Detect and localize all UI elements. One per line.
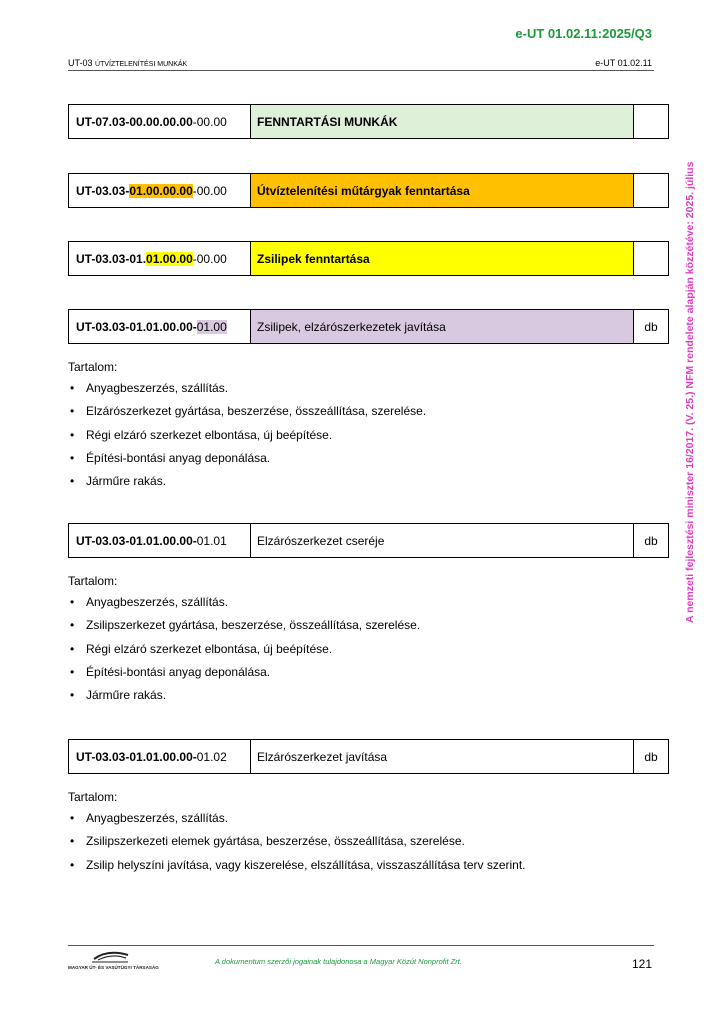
- item-unit: db: [644, 319, 658, 334]
- item-code-part: 01.00: [196, 319, 227, 334]
- item-content: [68, 574, 420, 710]
- list-item: • Építési-bontási anyag deponálása.: [68, 450, 426, 473]
- content-label: Tartalom:: [68, 574, 118, 588]
- item-code-part: -00.00: [192, 251, 227, 266]
- list-item: • Építési-bontási anyag deponálása.: [68, 664, 420, 687]
- copyright-notice: A dokumentum szerzői jogainak tulajdonosa a Magyar Közút Nonprofit Zrt.: [215, 957, 462, 966]
- item-code-part: 01.02: [196, 749, 227, 764]
- item-code-part: UT-03.03-01.01.00.00-: [76, 533, 197, 548]
- item-title: Zsilipek, elzárószerkezetek javítása: [251, 310, 634, 343]
- item-code-part: UT-03.03-01.01.00.00-: [76, 319, 197, 334]
- item-code-part: UT-03.03-01.01.00.00-: [76, 749, 197, 764]
- page-number: 121: [631, 957, 652, 971]
- list-item: • Zsilipszerkezeti elemek gyártása, beszerzése, összeállítása, szerelése.: [68, 833, 526, 856]
- company-logo-text: MAGYAR ÚT- ÉS VASÚTÜGYI TÁRSASÁG: [68, 965, 159, 970]
- item-row-zsilipek-javitasa: [68, 309, 669, 344]
- item-unit: db: [644, 533, 658, 548]
- header-divider: [68, 70, 654, 71]
- list-item: • Zsilip helyszíni javítása, vagy kiszerelése, elszállítása, visszaszállítása terv szerint.: [68, 857, 526, 880]
- company-logo: [68, 950, 168, 972]
- item-code: [69, 105, 251, 138]
- item-row-fenntartasi-munkak: [68, 104, 669, 139]
- item-row-elzaroszerkezet-csereje: [68, 523, 669, 558]
- item-row-zsilipek-fenntartasa: [68, 241, 669, 276]
- item-content: [68, 360, 426, 496]
- item-title: Elzárószerkezet javítása: [251, 740, 634, 773]
- item-unit: [634, 105, 668, 138]
- content-list: [68, 380, 426, 496]
- item-unit: [634, 174, 668, 207]
- item-code-part: -00.00: [192, 183, 227, 198]
- header-section-name: ÚTVÍZTELENÍTÉSI MUNKÁK: [95, 61, 188, 68]
- content-list: [68, 594, 420, 710]
- item-title: Zsilipek fenntartása: [251, 242, 634, 275]
- item-code-part: UT-03.03-01.: [76, 251, 147, 266]
- publication-side-note: A nemzeti fejlesztési miniszter 16/2017. (V. 25.) NFM rendelete alapján közzétéve: 2025. július: [684, 161, 696, 623]
- list-item: • Anyagbeszerzés, szállítás.: [68, 810, 526, 833]
- item-code: [69, 524, 251, 557]
- item-title: FENNTARTÁSI MUNKÁK: [251, 105, 634, 138]
- item-content: [68, 790, 526, 880]
- item-row-utviztelenitesi-mutargyak: [68, 173, 669, 208]
- item-row-elzaroszerkezet-javitasa: [68, 739, 669, 774]
- item-code-part: 01.01: [196, 533, 227, 548]
- item-code: [69, 740, 251, 773]
- item-code-part: UT-07.: [76, 114, 113, 129]
- item-code-part: UT-03.03-: [76, 183, 130, 198]
- document-code: e-UT 01.02.11:2025/Q3: [515, 26, 652, 41]
- content-label: Tartalom:: [68, 790, 118, 804]
- item-code-part: 01.00.00: [146, 251, 193, 266]
- list-item: • Régi elzáró szerkezet elbontása, új beépítése.: [68, 427, 426, 450]
- list-item: • Járműre rakás.: [68, 473, 426, 496]
- item-title: Elzárószerkezet cseréje: [251, 524, 634, 557]
- item-code-part: 01.00.00.00: [129, 183, 193, 198]
- item-code: [69, 242, 251, 275]
- content-list: [68, 810, 526, 880]
- header-doc-ref: e-UT 01.02.11: [595, 58, 652, 68]
- item-code-part: -00.00: [192, 114, 227, 129]
- item-code: [69, 310, 251, 343]
- list-item: • Régi elzáró szerkezet elbontása, új beépítése.: [68, 641, 420, 664]
- item-title: Útvíztelenítési műtárgyak fenntartása: [251, 174, 634, 207]
- list-item: • Anyagbeszerzés, szállítás.: [68, 594, 420, 617]
- item-unit: db: [644, 749, 658, 764]
- item-code-part: 03-00.00.00.00: [112, 114, 193, 129]
- item-unit: [634, 242, 668, 275]
- item-code: [69, 174, 251, 207]
- footer-divider: [68, 945, 654, 946]
- list-item: • Járműre rakás.: [68, 687, 420, 710]
- list-item: • Anyagbeszerzés, szállítás.: [68, 380, 426, 403]
- header-section-title: [68, 58, 187, 68]
- list-item: • Elzárószerkezet gyártása, beszerzése, összeállítása, szerelése.: [68, 403, 426, 426]
- list-item: • Zsilipszerkezet gyártása, beszerzése, összeállítása, szerelése.: [68, 617, 420, 640]
- header-section-code: UT-03: [68, 58, 96, 68]
- content-label: Tartalom:: [68, 360, 118, 374]
